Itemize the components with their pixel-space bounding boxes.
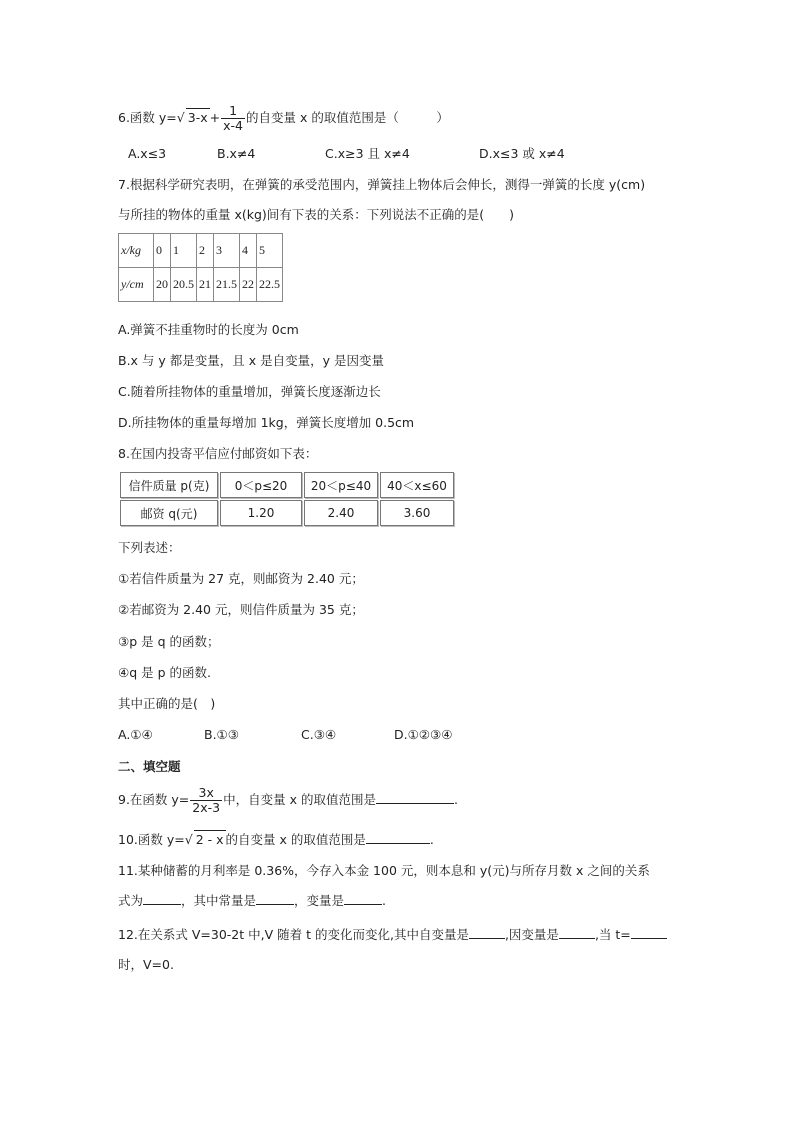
q8-option-b: B.①③ — [204, 727, 239, 742]
q7-option-c: C.随着所挂物体的重量增加，弹簧长度逐渐边长 — [118, 384, 381, 399]
q9-suffix: 中，自变量 x 的取值范围是 — [223, 792, 376, 807]
q12-text-c: ,当 t= — [594, 927, 631, 942]
table-cell: 0＜p≤20 — [220, 472, 302, 498]
table-cell: 1.20 — [220, 500, 302, 526]
q11-text-b: ，其中常量是 — [181, 893, 257, 908]
q6-sqrt: 3-x — [187, 110, 208, 125]
q8-option-c: C.③④ — [301, 727, 337, 742]
q9-frac-num: 3x — [190, 786, 222, 801]
q10-sqrt: 2 - x — [195, 832, 224, 847]
q6-option-b: B.x≠4 — [217, 146, 256, 161]
q12-blank-t[interactable] — [631, 926, 667, 939]
q9-answer-blank[interactable] — [376, 791, 454, 804]
q8-statement-2: ②若邮资为 2.40 元，则信件质量为 35 克； — [118, 602, 364, 617]
q10-end: . — [429, 832, 434, 847]
q10-answer-blank[interactable] — [366, 831, 430, 844]
q6-plus: + — [209, 110, 221, 125]
q10-line — [118, 830, 434, 849]
q8-option-d: D.①②③④ — [394, 727, 453, 742]
q6-line — [118, 104, 449, 133]
table-cell: 21 — [197, 268, 214, 302]
q11-line1: 11.某种储蓄的月利率是 0.36%，今存入本金 100 元，则本息和 y(元)与所存月数 x 之间的关系 — [118, 863, 650, 878]
q8-table — [118, 470, 456, 528]
table-cell: y/cm — [119, 268, 154, 302]
table-cell: 40＜x≤60 — [380, 472, 454, 498]
q7-line2: 与所挂的物体的重量 x(kg)间有下表的关系：下列说法不正确的是( ) — [118, 207, 515, 222]
q12-line2: 时，V=0. — [118, 957, 174, 972]
q6-frac-num: 1 — [221, 104, 245, 119]
q7-line1: 7.根据科学研究表明，在弹簧的承受范围内，弹簧挂上物体后会伸长，测得一弹簧的长度 y(cm) — [118, 177, 646, 192]
q6-options — [128, 145, 565, 163]
q8-intro: 下列表述： — [118, 540, 181, 555]
table-cell: 5 — [257, 234, 283, 268]
q11-line2 — [118, 892, 386, 910]
q12-blank-dependent[interactable] — [559, 926, 595, 939]
table-cell: 22.5 — [257, 268, 283, 302]
table-cell: 信件质量 p(克) — [120, 472, 218, 498]
q6-prefix: 6.函数 y= — [118, 110, 177, 125]
q7-option-a: A.弹簧不挂重物时的长度为 0cm — [118, 322, 299, 337]
q10-suffix: 的自变量 x 的取值范围是 — [225, 832, 366, 847]
q12-blank-independent[interactable] — [469, 926, 505, 939]
q8-options — [118, 726, 452, 744]
q11-blank-variable[interactable] — [344, 892, 382, 905]
q10-prefix: 10.函数 y= — [118, 832, 185, 847]
q11-blank-constant[interactable] — [256, 892, 294, 905]
q9-line — [118, 786, 458, 815]
q6-option-c: C.x≥3 且 x≠4 — [325, 146, 410, 161]
q11-blank-formula[interactable] — [143, 892, 181, 905]
q6-option-a: A.x≤3 — [128, 146, 167, 161]
q6-suffix: 的自变量 x 的取值范围是（ ） — [245, 110, 449, 125]
q6-frac-den: x-4 — [223, 118, 243, 133]
q7-option-b: B.x 与 y 都是变量，且 x 是自变量，y 是因变量 — [118, 353, 384, 368]
table-cell: 0 — [154, 234, 171, 268]
q11-text-d: . — [382, 893, 387, 908]
q7-option-d: D.所挂物体的重量每增加 1kg，弹簧长度增加 0.5cm — [118, 415, 415, 430]
q7-table — [118, 233, 283, 302]
table-row — [119, 234, 283, 268]
q6-option-d: D.x≤3 或 x≠4 — [479, 146, 565, 161]
table-row — [120, 500, 454, 526]
q12-line1 — [118, 926, 667, 944]
table-cell: x/kg — [119, 234, 154, 268]
table-row — [119, 268, 283, 302]
q8-question: 其中正确的是( ) — [118, 696, 216, 711]
table-row — [120, 472, 454, 498]
q8-line1: 8.在国内投寄平信应付邮资如下表： — [118, 446, 318, 461]
q12-text-a: 12.在关系式 V=30-2t 中,V 随着 t 的变化而变化,其中自变量是 — [118, 927, 469, 942]
table-cell: 4 — [240, 234, 257, 268]
sqrt-icon: √ — [184, 832, 193, 847]
table-cell: 20＜p≤40 — [304, 472, 378, 498]
table-cell: 3 — [214, 234, 240, 268]
q8-statement-4: ④q 是 p 的函数. — [118, 665, 211, 680]
q9-fraction — [190, 786, 222, 815]
q9-frac-den: 2x-3 — [192, 800, 221, 815]
table-cell: 2 — [197, 234, 214, 268]
table-cell: 3.60 — [380, 500, 454, 526]
q6-fraction — [221, 104, 245, 133]
q8-option-a: A.①④ — [118, 727, 153, 742]
q11-text-c: ，变量是 — [294, 893, 345, 908]
table-cell: 2.40 — [304, 500, 378, 526]
table-cell: 21.5 — [214, 268, 240, 302]
table-cell: 邮资 q(元) — [120, 500, 218, 526]
section-title: 二、填空题 — [118, 759, 181, 774]
q8-statement-3: ③p 是 q 的函数； — [118, 634, 220, 649]
q11-text-a: 式为 — [118, 893, 144, 908]
q9-prefix: 9.在函数 y= — [118, 792, 190, 807]
table-cell: 20.5 — [171, 268, 197, 302]
table-cell: 20 — [154, 268, 171, 302]
table-cell: 22 — [240, 268, 257, 302]
table-cell: 1 — [171, 234, 197, 268]
q9-end: . — [453, 792, 458, 807]
q8-statement-1: ①若信件质量为 27 克，则邮资为 2.40 元； — [118, 571, 364, 586]
q12-text-b: ,因变量是 — [504, 927, 559, 942]
sqrt-icon: √ — [176, 110, 185, 125]
